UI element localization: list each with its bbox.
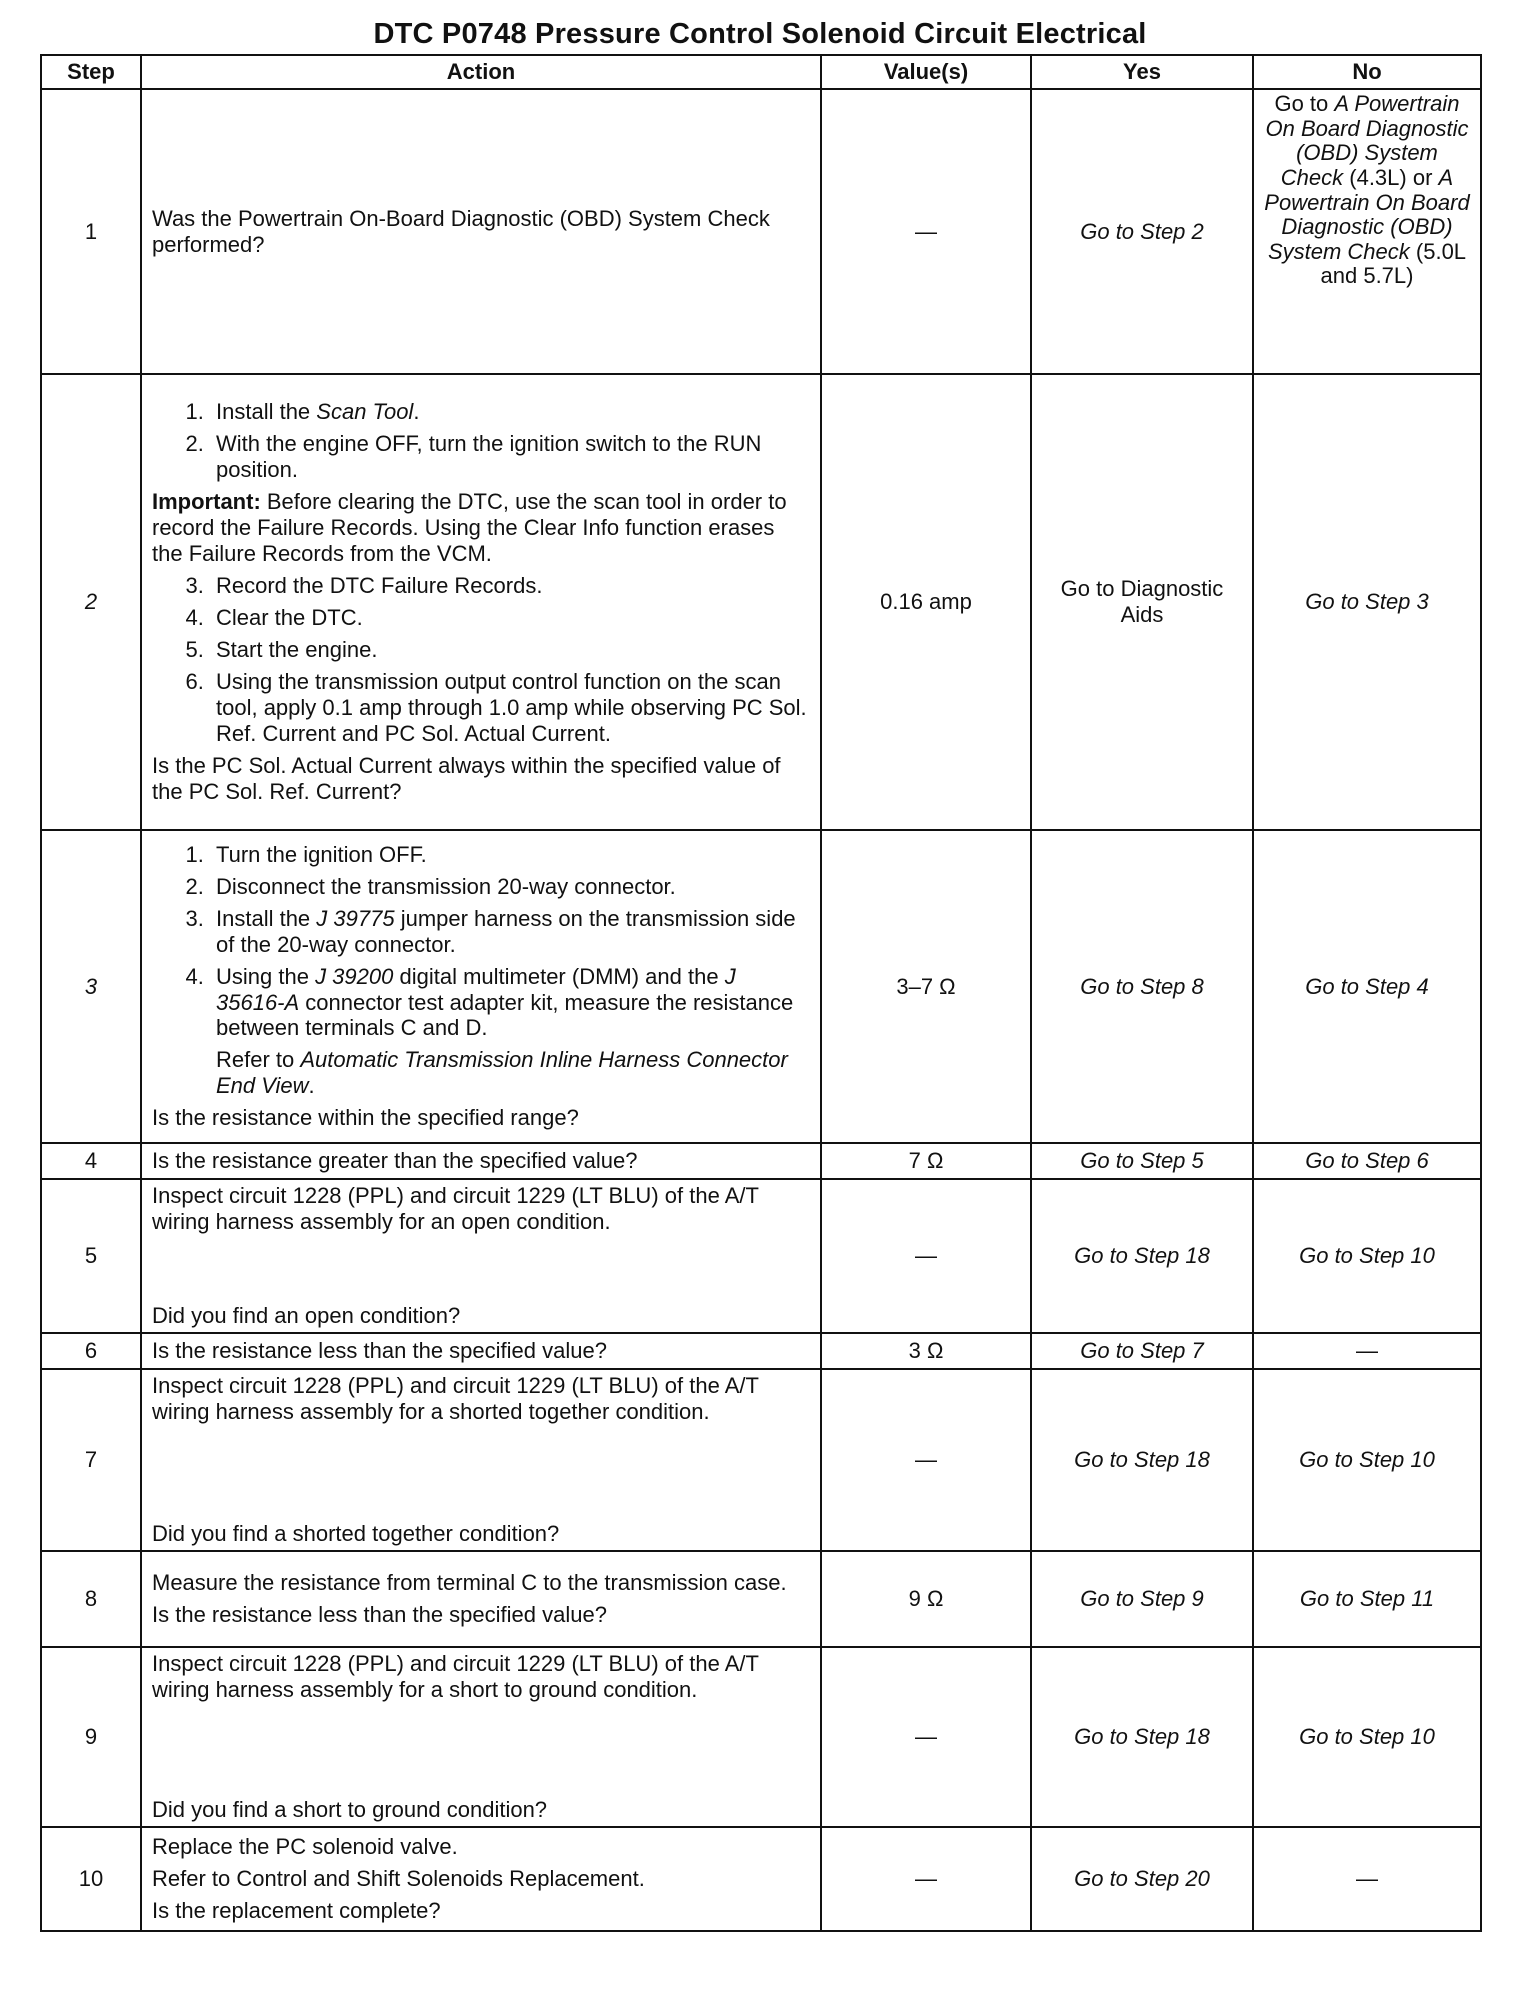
step-number: 4	[41, 1143, 141, 1179]
table-row	[41, 1551, 1481, 1647]
table-row	[41, 89, 1481, 374]
question-text: Is the resistance within the specified range?	[152, 1105, 579, 1131]
question-text: Is the resistance less than the specified value?	[152, 1602, 607, 1627]
step-number: 3	[41, 830, 141, 1143]
no-cell: Go to Step 10	[1253, 1179, 1481, 1333]
list-item: 6. Using the transmission output control function on the scan tool, apply 0.1 amp through 1.0 amp while observing PC Sol. Ref. Current and PC Sol. Actual Current.	[210, 669, 810, 747]
step-number: 8	[41, 1551, 141, 1647]
value-cell: —	[821, 1179, 1031, 1333]
no-text: (4.3L) or	[1343, 164, 1439, 190]
value-cell: —	[821, 1647, 1031, 1827]
no-cell: Go to Step 10	[1253, 1647, 1481, 1827]
step-number: 2	[41, 374, 141, 830]
step-number: 1	[41, 89, 141, 374]
page-title: DTC P0748 Pressure Control Solenoid Circuit Electrical	[373, 18, 1147, 50]
step-number: 9	[41, 1647, 141, 1827]
header-step: Step	[41, 55, 141, 89]
important-note	[152, 489, 810, 567]
question-text: Is the PC Sol. Actual Current always within the specified value of the PC Sol. Ref. Current?	[152, 752, 781, 804]
list-item: 3. Record the DTC Failure Records.	[210, 573, 810, 599]
step-number: 10	[41, 1827, 141, 1931]
important-label: Important:	[152, 489, 261, 515]
list-item: 4. Using the J 39200 digital multimeter (DMM) and the J 35616-A connector test adapter kit, measure the resistance between terminals C and D.	[210, 964, 810, 1042]
table-row	[41, 830, 1481, 1143]
yes-cell: Go to Step 8	[1031, 830, 1253, 1143]
action-cell	[141, 1551, 821, 1647]
action-text: Refer to Control and Shift Solenoids Replacement.	[152, 1866, 645, 1892]
step-list	[152, 573, 810, 747]
list-item: 1. Install the Scan Tool.	[210, 399, 810, 425]
reference-note: Refer to Automatic Transmission Inline Harness Connector End View.	[216, 1047, 788, 1099]
no-text: (5.0L and 5.7L)	[1320, 238, 1467, 289]
table-row	[41, 1179, 1481, 1333]
yes-cell: Go to Step 7	[1031, 1333, 1253, 1369]
question-text: Is the replacement complete?	[152, 1897, 441, 1923]
action-text: Inspect circuit 1228 (PPL) and circuit 1229 (LT BLU) of the A/T wiring harness assembly for a short to ground condition.	[152, 1651, 759, 1702]
header-values: Value(s)	[821, 55, 1031, 89]
yes-cell: Go to Step 9	[1031, 1551, 1253, 1647]
value-cell: 0.16 amp	[821, 374, 1031, 830]
header-action: Action	[141, 55, 821, 89]
value-cell: —	[821, 1827, 1031, 1931]
value-cell: 7 Ω	[821, 1143, 1031, 1179]
header-yes: Yes	[1031, 55, 1253, 89]
action-cell	[141, 1179, 821, 1333]
action-cell	[141, 1369, 821, 1551]
question-text: Did you find an open condition?	[152, 1303, 461, 1329]
step-number: 7	[41, 1369, 141, 1551]
header-row	[41, 55, 1481, 89]
table-row	[41, 1827, 1481, 1931]
action-cell	[141, 830, 821, 1143]
list-item: 3. Install the J 39775 jumper harness on the transmission side of the 20-way connector.	[210, 906, 810, 958]
list-item: 1. Turn the ignition OFF.	[210, 842, 810, 868]
no-cell: Go to Step 6	[1253, 1143, 1481, 1179]
table-row	[41, 1143, 1481, 1179]
action-cell	[141, 374, 821, 830]
step-number: 6	[41, 1333, 141, 1369]
step-list	[152, 399, 810, 483]
list-item: 2. Disconnect the transmission 20-way connector.	[210, 874, 810, 900]
no-text: Go to	[1274, 91, 1335, 116]
action-text: Measure the resistance from terminal C to the transmission case.	[152, 1570, 787, 1596]
yes-cell: Go to Step 2	[1031, 89, 1253, 374]
action-text: Inspect circuit 1228 (PPL) and circuit 1229 (LT BLU) of the A/T wiring harness assembly for a shorted together condition.	[152, 1373, 759, 1424]
yes-cell: Go to Step 20	[1031, 1827, 1253, 1931]
table-row	[41, 1647, 1481, 1827]
yes-cell: Go to Step 18	[1031, 1647, 1253, 1827]
value-cell: 3–7 Ω	[821, 830, 1031, 1143]
no-cell: —	[1253, 1333, 1481, 1369]
list-item: 5. Start the engine.	[210, 637, 810, 663]
action-text: Was the Powertrain On-Board Diagnostic (OBD) System Check performed?	[141, 89, 821, 374]
table-row	[41, 374, 1481, 830]
value-cell: 3 Ω	[821, 1333, 1031, 1369]
action-text: Is the resistance less than the specified value?	[141, 1333, 821, 1369]
header-no: No	[1253, 55, 1481, 89]
value-cell: 9 Ω	[821, 1551, 1031, 1647]
list-item: 2. With the engine OFF, turn the ignition switch to the RUN position.	[210, 431, 810, 483]
yes-cell: Go to Diagnostic Aids	[1031, 374, 1253, 830]
action-text: Replace the PC solenoid valve.	[152, 1834, 458, 1860]
no-cell: Go to Step 3	[1253, 374, 1481, 830]
list-item: 4. Clear the DTC.	[210, 605, 810, 631]
no-link-text: A Powertrain On Board Diagnostic (OBD) System Check	[1265, 91, 1469, 190]
action-text: Is the resistance greater than the specified value?	[141, 1143, 821, 1179]
diagnostic-table	[40, 54, 1482, 1932]
important-text: Before clearing the DTC, use the scan tool in order to record the Failure Records. Using the Clear Info function erases the Failure Records from the VCM.	[152, 489, 787, 567]
value-cell: —	[821, 89, 1031, 374]
action-text: Inspect circuit 1228 (PPL) and circuit 1229 (LT BLU) of the A/T wiring harness assembly for an open condition.	[152, 1183, 759, 1234]
action-cell	[141, 1827, 821, 1931]
no-cell: —	[1253, 1827, 1481, 1931]
no-cell: Go to Step 4	[1253, 830, 1481, 1143]
question-text: Did you find a shorted together condition?	[152, 1521, 560, 1547]
question-text: Did you find a short to ground condition?	[152, 1797, 548, 1823]
action-cell	[141, 1647, 821, 1827]
yes-cell: Go to Step 18	[1031, 1369, 1253, 1551]
yes-cell: Go to Step 5	[1031, 1143, 1253, 1179]
no-cell: Go to Step 10	[1253, 1369, 1481, 1551]
table-row	[41, 1369, 1481, 1551]
value-cell: —	[821, 1369, 1031, 1551]
yes-cell: Go to Step 18	[1031, 1179, 1253, 1333]
no-link-text: A Powertrain On Board Diagnostic (OBD) System Check	[1264, 164, 1470, 264]
step-list	[152, 842, 810, 1042]
table-row	[41, 1333, 1481, 1369]
step-number: 5	[41, 1179, 141, 1333]
no-cell: Go to Step 11	[1253, 1551, 1481, 1647]
no-cell	[1253, 89, 1481, 374]
